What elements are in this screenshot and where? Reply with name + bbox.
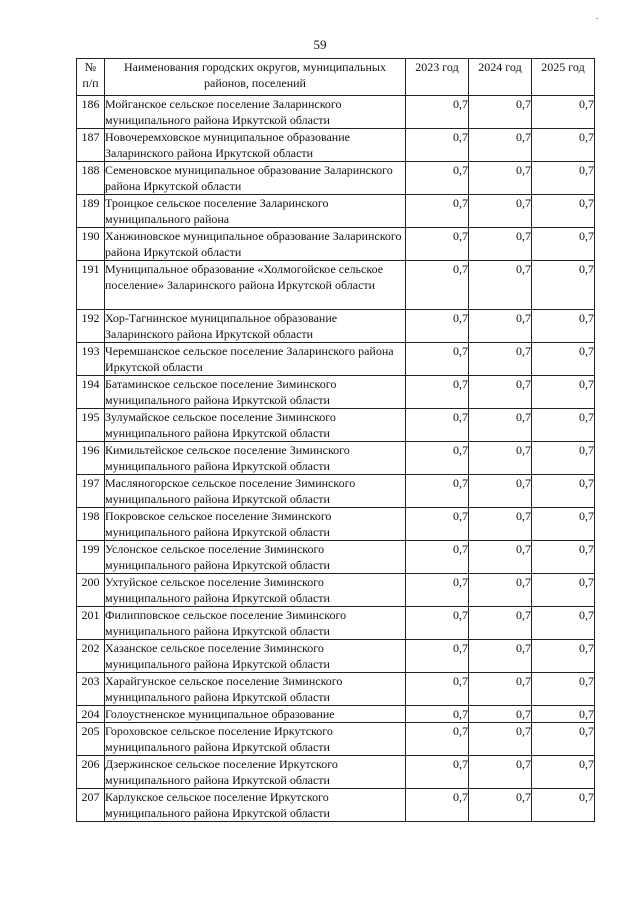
row-value-2023: 0,7 (406, 343, 469, 376)
table-row (77, 96, 595, 129)
row-value-2025: 0,7 (532, 442, 595, 475)
row-value-2023: 0,7 (406, 706, 469, 723)
row-value-2024: 0,7 (469, 789, 532, 822)
row-number: 195 (77, 409, 105, 442)
row-value-2024: 0,7 (469, 541, 532, 574)
row-value-2024: 0,7 (469, 475, 532, 508)
row-value-2025: 0,7 (532, 475, 595, 508)
row-name: Голоустненское муниципальное образование (105, 706, 406, 723)
row-value-2023: 0,7 (406, 261, 469, 310)
column-header-number (77, 59, 105, 96)
row-name: Покровское сельское поселение Зиминского муниципального района Иркутской области (105, 508, 406, 541)
table-row (77, 723, 595, 756)
row-value-2025: 0,7 (532, 723, 595, 756)
row-value-2024: 0,7 (469, 574, 532, 607)
row-name: Услонское сельское поселение Зиминского муниципального района Иркутской области (105, 541, 406, 574)
table-row (77, 475, 595, 508)
table-row (77, 673, 595, 706)
row-value-2024: 0,7 (469, 640, 532, 673)
row-value-2025: 0,7 (532, 607, 595, 640)
row-name: Муниципальное образование «Холмогойское сельское поселение» Заларинского района Иркутской области (105, 261, 406, 310)
row-name: Новочеремховское муниципальное образование Заларинского района Иркутской области (105, 129, 406, 162)
row-value-2023: 0,7 (406, 129, 469, 162)
row-number: 202 (77, 640, 105, 673)
row-value-2025: 0,7 (532, 162, 595, 195)
table-row (77, 376, 595, 409)
row-value-2025: 0,7 (532, 508, 595, 541)
row-value-2023: 0,7 (406, 376, 469, 409)
row-value-2025: 0,7 (532, 261, 595, 310)
row-name: Харайгунское сельское поселение Зиминского муниципального района Иркутской области (105, 673, 406, 706)
table-row (77, 129, 595, 162)
row-value-2025: 0,7 (532, 756, 595, 789)
table-row (77, 195, 595, 228)
row-value-2024: 0,7 (469, 409, 532, 442)
row-name: Кимильтейское сельское поселение Зиминского муниципального района Иркутской области (105, 442, 406, 475)
row-value-2025: 0,7 (532, 706, 595, 723)
row-number: 203 (77, 673, 105, 706)
table-row (77, 706, 595, 723)
row-number: 188 (77, 162, 105, 195)
row-value-2023: 0,7 (406, 508, 469, 541)
row-value-2025: 0,7 (532, 673, 595, 706)
row-value-2023: 0,7 (406, 541, 469, 574)
column-header-2023: 2023 год (406, 59, 469, 96)
row-value-2025: 0,7 (532, 195, 595, 228)
row-value-2024: 0,7 (469, 228, 532, 261)
table-row (77, 228, 595, 261)
row-value-2023: 0,7 (406, 310, 469, 343)
row-number: 206 (77, 756, 105, 789)
table-row (77, 574, 595, 607)
row-value-2023: 0,7 (406, 789, 469, 822)
coefficients-table (76, 58, 595, 822)
number-header-line1: № (84, 60, 97, 74)
row-value-2023: 0,7 (406, 723, 469, 756)
row-name: Зулумайское сельское поселение Зиминского муниципального района Иркутской области (105, 409, 406, 442)
row-value-2025: 0,7 (532, 541, 595, 574)
row-value-2024: 0,7 (469, 162, 532, 195)
row-value-2025: 0,7 (532, 129, 595, 162)
row-value-2023: 0,7 (406, 640, 469, 673)
row-name: Ухтуйское сельское поселение Зиминского муниципального района Иркутской области (105, 574, 406, 607)
row-value-2023: 0,7 (406, 195, 469, 228)
row-number: 192 (77, 310, 105, 343)
row-value-2024: 0,7 (469, 756, 532, 789)
row-number: 191 (77, 261, 105, 310)
table-row (77, 310, 595, 343)
row-name: Филипповское сельское поселение Зиминского муниципального района Иркутской области (105, 607, 406, 640)
row-value-2024: 0,7 (469, 96, 532, 129)
row-name: Хазанское сельское поселение Зиминского муниципального района Иркутской области (105, 640, 406, 673)
row-name: Батаминское сельское поселение Зиминского муниципального района Иркутской области (105, 376, 406, 409)
row-number: 199 (77, 541, 105, 574)
row-number: 190 (77, 228, 105, 261)
page-number: 59 (313, 37, 327, 52)
row-value-2025: 0,7 (532, 789, 595, 822)
row-value-2024: 0,7 (469, 723, 532, 756)
row-value-2024: 0,7 (469, 195, 532, 228)
row-value-2023: 0,7 (406, 442, 469, 475)
row-number: 189 (77, 195, 105, 228)
row-value-2025: 0,7 (532, 310, 595, 343)
table-row (77, 409, 595, 442)
row-number: 207 (77, 789, 105, 822)
row-value-2025: 0,7 (532, 96, 595, 129)
row-number: 196 (77, 442, 105, 475)
row-name: Мойганское сельское поселение Заларинского муниципального района Иркутской области (105, 96, 406, 129)
row-number: 205 (77, 723, 105, 756)
table-row (77, 162, 595, 195)
row-value-2023: 0,7 (406, 162, 469, 195)
row-value-2024: 0,7 (469, 508, 532, 541)
row-value-2025: 0,7 (532, 228, 595, 261)
row-value-2023: 0,7 (406, 607, 469, 640)
row-value-2024: 0,7 (469, 376, 532, 409)
row-name: Гороховское сельское поселение Иркутского муниципального района Иркутской области (105, 723, 406, 756)
table-row (77, 756, 595, 789)
row-name: Троицкое сельское поселение Заларинского муниципального района (105, 195, 406, 228)
row-number: 201 (77, 607, 105, 640)
row-number: 193 (77, 343, 105, 376)
row-name: Масляногорское сельское поселение Зиминского муниципального района Иркутской области (105, 475, 406, 508)
row-value-2024: 0,7 (469, 673, 532, 706)
number-header-line2: п/п (82, 76, 99, 90)
row-name: Ханжиновское муниципальное образование Заларинского района Иркутской области (105, 228, 406, 261)
table-row (77, 343, 595, 376)
row-number: 197 (77, 475, 105, 508)
scan-speck (596, 18, 598, 19)
table-row (77, 508, 595, 541)
row-value-2024: 0,7 (469, 442, 532, 475)
row-value-2023: 0,7 (406, 574, 469, 607)
row-value-2023: 0,7 (406, 673, 469, 706)
row-number: 187 (77, 129, 105, 162)
table-row (77, 261, 595, 310)
column-header-2024: 2024 год (469, 59, 532, 96)
table-header-row (77, 59, 595, 96)
row-value-2023: 0,7 (406, 96, 469, 129)
row-name: Черемшанское сельское поселение Заларинского района Иркутской области (105, 343, 406, 376)
row-value-2025: 0,7 (532, 640, 595, 673)
row-value-2023: 0,7 (406, 475, 469, 508)
row-value-2024: 0,7 (469, 706, 532, 723)
row-number: 200 (77, 574, 105, 607)
table-row (77, 607, 595, 640)
row-value-2024: 0,7 (469, 607, 532, 640)
row-value-2025: 0,7 (532, 376, 595, 409)
row-value-2024: 0,7 (469, 261, 532, 310)
row-name: Семеновское муниципальное образование Заларинского района Иркутской области (105, 162, 406, 195)
row-value-2024: 0,7 (469, 129, 532, 162)
table-row (77, 442, 595, 475)
row-name: Дзержинское сельское поселение Иркутского муниципального района Иркутской области (105, 756, 406, 789)
table-row (77, 541, 595, 574)
row-value-2025: 0,7 (532, 409, 595, 442)
row-value-2023: 0,7 (406, 228, 469, 261)
row-value-2023: 0,7 (406, 409, 469, 442)
table-row (77, 640, 595, 673)
row-value-2024: 0,7 (469, 310, 532, 343)
row-number: 186 (77, 96, 105, 129)
table-row (77, 789, 595, 822)
row-number: 198 (77, 508, 105, 541)
row-name: Карлукское сельское поселение Иркутского муниципального района Иркутской области (105, 789, 406, 822)
row-value-2023: 0,7 (406, 756, 469, 789)
row-number: 194 (77, 376, 105, 409)
row-value-2024: 0,7 (469, 343, 532, 376)
row-name: Хор-Тагнинское муниципальное образование Заларинского района Иркутской области (105, 310, 406, 343)
column-header-name: Наименования городских округов, муниципальных районов, поселений (105, 59, 406, 96)
row-value-2025: 0,7 (532, 343, 595, 376)
row-number: 204 (77, 706, 105, 723)
column-header-2025: 2025 год (532, 59, 595, 96)
row-value-2025: 0,7 (532, 574, 595, 607)
